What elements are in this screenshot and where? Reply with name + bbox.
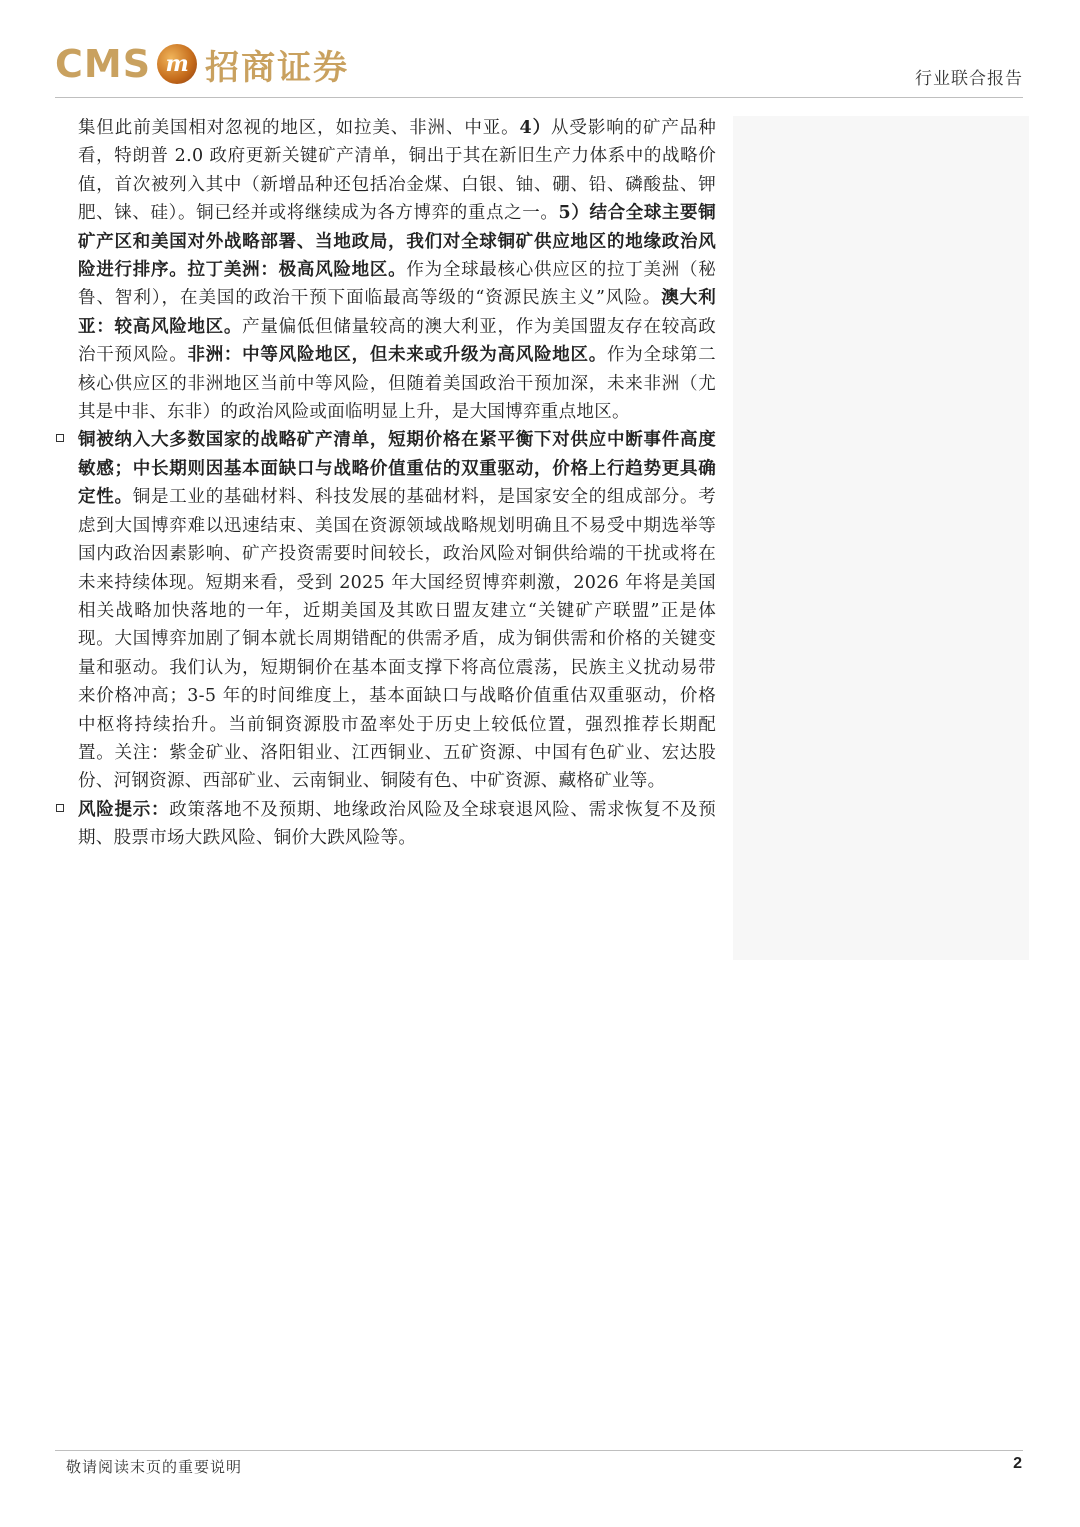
text-segment: 年将是美国相关战略加快落地的一年，近期美国及其欧日盟友建立“关键矿产联盟”正是体现。大国博弈加剧了铜本就长周期错配的供需矛盾，成为铜供需和价格的关键变量和驱动。我们认为，短期铜价在基本面支撑下将高位震荡，民族主义扰动易带来价格冲高；	[78, 572, 716, 707]
text-segment: 年大国经贸博弈刺激，	[384, 572, 574, 593]
bold-text-segment: 铜被纳入大多数国家的战略矿产清单，短期价格在紧平衡下对供应中断事件高度敏感；中长期则因基本面缺口与战略价值重估的双重驱动，价格上行趋势更具确定性。	[78, 430, 716, 508]
report-type-label: 行业联合报告	[915, 69, 1023, 89]
bold-text-segment: 风险提示：	[78, 799, 170, 820]
page-number: 2	[1013, 1455, 1022, 1472]
footer-divider	[55, 1450, 1023, 1451]
footer-note: 敬请阅读末页的重要说明	[66, 1458, 243, 1476]
logo-chinese-text: 招商证券	[205, 47, 350, 88]
bullet-square-icon	[56, 804, 64, 812]
text-segment: 作为全球最核心供应区的拉丁美洲（秘鲁、智利），在美国的政治干预下面临最高等级的“资源民族主义”风险。	[78, 260, 716, 309]
text-segment: 集但此前美国相对忽视的地区，如拉美、非洲、中亚。	[78, 118, 520, 138]
text-segment: 2026	[573, 572, 620, 593]
bold-text-segment: 5）结合全球主要铜矿产区和美国对外战略部署、当地政局，我们对全球铜矿供应地区的地缘政治风险进行排序。拉丁美洲：极高风险地区。	[78, 203, 716, 281]
bold-text-segment: 4）	[519, 118, 552, 138]
bullet-square-icon	[56, 434, 64, 442]
text-segment: 政府更新关键矿产清单，铜出于其在新旧生产力体系中的战略价值，首次被列入其中（新增品种还包括冶金煤、白银、铀、硼、铅、磷酸盐、钾肥、铼、硅）。铜已经并或将继续成为各方博弈的重点之一。	[78, 146, 716, 224]
paragraph-geopolitics	[56, 114, 716, 426]
report-body	[56, 114, 716, 853]
paragraph-risk-warning	[56, 796, 716, 853]
text-segment: 3-5	[187, 686, 217, 707]
cms-logo	[55, 40, 349, 88]
text-segment: 作为全球第二核心供应区的非洲地区当前中等风险，但随着美国政治干预加深，未来非洲（尤其是中非、东非）的政治风险或面临明显上升，是大国博弈重点地区。	[78, 345, 716, 423]
text-segment: 年的时间维度上，基本面缺口与战略价值重估双重驱动，价格中枢将持续抬升。当前铜资源股市盈率处于历史上较低位置，强烈推荐长期配置。关注：紫金矿业、洛阳钼业、江西铜业、五矿资源、中国有色矿业、宏达股份、河钢资源、西部矿业、云南铜业、铜陵有色、中矿资源、藏格矿业等。	[78, 686, 716, 792]
bold-text-segment: 澳大利亚：较高风险地区。	[78, 288, 716, 337]
logo-badge-icon: m	[157, 44, 197, 84]
sidebar-panel	[733, 116, 1029, 960]
text-segment: 2.0	[174, 146, 204, 167]
bold-text-segment: 非洲：中等风险地区，但未来或升级为高风险地区。	[187, 345, 607, 366]
text-segment: 从受影响的矿产品种看，特朗普	[78, 118, 717, 167]
text-segment: 政策落地不及预期、地缘政治风险及全球衰退风险、需求恢复不及预期、股票市场大跌风险、铜价大跌风险等。	[78, 799, 717, 849]
text-segment: 产量偏低但储量较高的澳大利亚，作为美国盟友存在较高政治干预风险。	[78, 316, 716, 366]
logo-latin-text: CMS	[55, 42, 152, 86]
text-segment: 2025	[339, 572, 385, 593]
header-divider	[55, 97, 1023, 98]
text-segment: 铜是工业的基础材料、科技发展的基础材料，是国家安全的组成部分。考虑到大国博弈难以迅速结束、美国在资源领域战略规划明确且不易受中期选举等国内政治因素影响、矿产投资需要时间较长，政治风险对铜供给端的干扰或将在未来持续体现。短期来看，受到	[78, 487, 716, 593]
page-header	[55, 30, 1023, 100]
paragraph-copper-strategy	[56, 426, 716, 795]
